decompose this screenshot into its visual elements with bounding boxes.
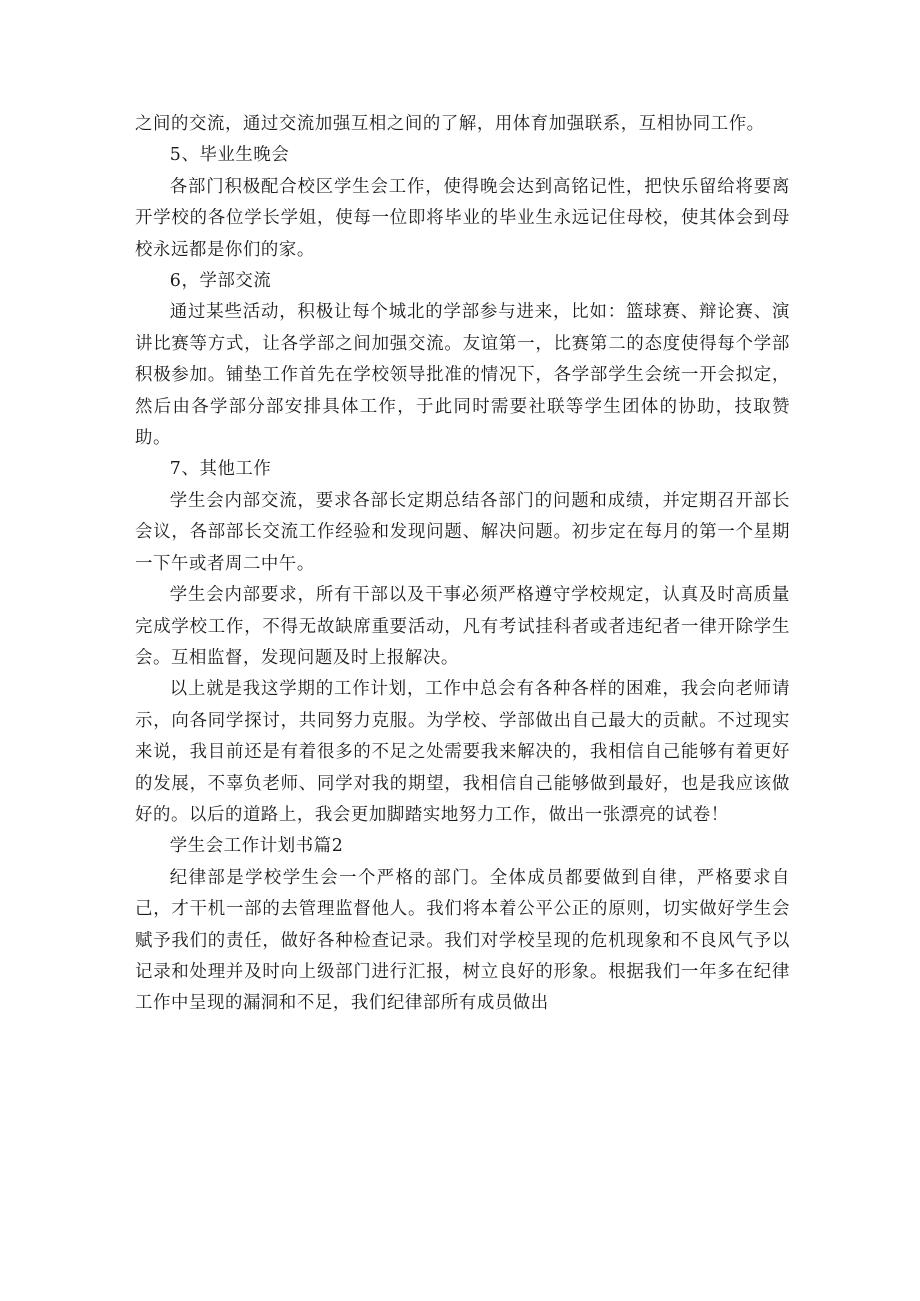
- paragraph: 通过某些活动，积极让每个城北的学部参与进来，比如：篮球赛、辩论赛、演讲比赛等方式，让各学部之间加强交流。友谊第一，比赛第二的态度使得每个学部积极参加。铺垫工作首先在学校领导批准的情况下，各学部学生会统一开会拟定，然后由各学部分部安排具体工作，于此同时需要社联等学生团体的协助，技取赞助。: [135, 302, 790, 449]
- paragraph: 学生会内部要求，所有干部以及干事必须严格遵守学校规定，认真及时高质量完成学校工作，不得无故缺席重要活动，凡有考试挂科者或者违纪者一律开除学生会。互相监督，发现问题及时上报解决。: [135, 585, 790, 668]
- section-heading-graduation-party: 5、毕业生晚会: [169, 145, 290, 166]
- section-heading-department-exchange: 6，学部交流: [169, 271, 272, 292]
- document-page: [135, 109, 790, 1020]
- section-heading-other-work: 7、其他工作: [169, 459, 272, 480]
- paragraph: 以上就是我这学期的工作计划，工作中总会有各种各样的困难，我会向老师请示，向各同学探讨，共同努力克服。为学校、学部做出自己最大的贡献。不过现实来说，我目前还是有着很多的不足之处需要我来解决的，我相信自己能够有着更好的发展，不辜负老师、同学对我的期望，我相信自己能够做到最好，也是我应该做好的。以后的道路上，我会更加脚踏实地努力工作，做出一张漂亮的试卷！: [135, 679, 790, 825]
- paragraph: 各部门积极配合校区学生会工作，使得晚会达到高铭记性，把快乐留给将要离开学校的各位学长学姐，使每一位即将毕业的毕业生永远记住母校，使其体会到母校永远都是你们的家。: [135, 176, 790, 260]
- paragraph: 学生会内部交流，要求各部长定期总结各部门的问题和成绩，并定期召开部长会议，各部部长交流工作经验和发现问题、解决问题。初步定在每月的第一个星期一下午或者周二中午。: [135, 490, 790, 574]
- paragraph: 纪律部是学校学生会一个严格的部门。全体成员都要做到自律，严格要求自己，才干机一部的去管理监督他人。我们将本着公平公正的原则，切实做好学生会赋予我们的责任，做好各种检查记录。我们对学校呈现的危机现象和不良风气予以记录和处理并及时向上级部门进行汇报，树立良好的形象。根据我们一年多在纪律工作中呈现的漏洞和不足，我们纪律部所有成员做出: [135, 867, 790, 1014]
- paragraph-continued: 之间的交流，通过交流加强互相之间的了解，用体育加强联系，互相协同工作。: [135, 114, 765, 134]
- article-title-part-2: 学生会工作计划书篇2: [169, 836, 344, 857]
